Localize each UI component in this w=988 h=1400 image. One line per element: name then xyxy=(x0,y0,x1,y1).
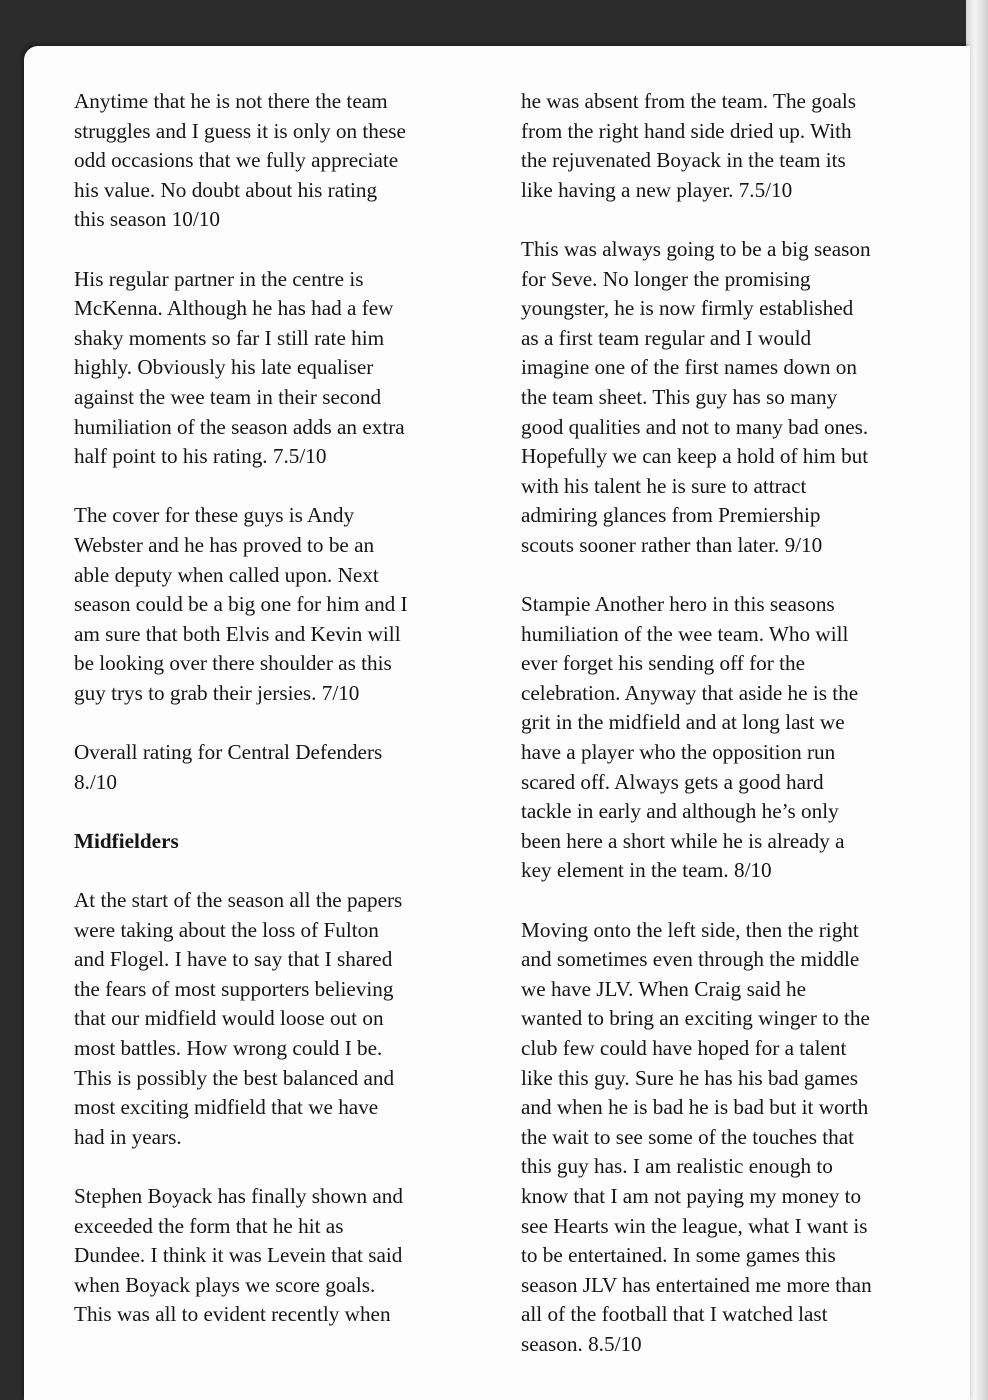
text-line: scared off. Always gets a good hard xyxy=(521,769,824,794)
text-line: this season 10/10 xyxy=(74,207,220,232)
text-line: admiring glances from Premiership xyxy=(521,503,821,528)
text-line: when Boyack plays we score goals. xyxy=(74,1272,376,1297)
text-line: this guy has. I am realistic enough to xyxy=(521,1154,833,1179)
text-line: struggles and I guess it is only on these xyxy=(74,118,406,143)
text-line: humiliation of the wee team. Who will xyxy=(521,621,849,646)
text-line: imagine one of the first names down on xyxy=(521,355,857,380)
paragraph xyxy=(74,501,504,708)
paragraph-gap xyxy=(74,235,504,265)
paragraph-gap xyxy=(521,561,951,591)
paragraph xyxy=(74,886,504,1152)
left-column xyxy=(74,87,504,1330)
text-line: Midfielders xyxy=(74,828,179,853)
text-line: with his talent he is sure to attract xyxy=(521,473,807,498)
paragraph xyxy=(74,1182,504,1330)
text-line: see Hearts win the league, what I want is xyxy=(521,1213,868,1238)
text-line: celebration. Anyway that aside he is the xyxy=(521,680,859,705)
paragraph xyxy=(74,87,504,235)
text-line: from the right hand side dried up. With xyxy=(521,118,852,143)
text-line: Stampie Another hero in this seasons xyxy=(521,592,835,617)
text-line: odd occasions that we fully appreciate xyxy=(74,148,399,173)
text-line: to be entertained. In some games this xyxy=(521,1243,836,1268)
paragraph xyxy=(521,916,951,1360)
text-line: and when he is bad he is bad but it worth xyxy=(521,1095,869,1120)
text-line: half point to his rating. 7.5/10 xyxy=(74,444,327,469)
text-line: most exciting midfield that we have xyxy=(74,1095,379,1120)
text-line: wanted to bring an exciting winger to the xyxy=(521,1006,870,1031)
text-line: the wait to see some of the touches that xyxy=(521,1124,855,1149)
paragraph xyxy=(521,87,951,205)
text-line: guy trys to grab their jersies. 7/10 xyxy=(74,680,360,705)
text-line: his value. No doubt about his rating xyxy=(74,177,378,202)
text-line: season could be a big one for him and I xyxy=(74,592,408,617)
paragraph-gap xyxy=(521,205,951,235)
text-line: against the wee team in their second xyxy=(74,384,382,409)
text-line: that our midfield would loose out on xyxy=(74,1006,384,1031)
text-line: like having a new player. 7.5/10 xyxy=(521,177,793,202)
section-heading xyxy=(74,827,504,857)
text-line: know that I am not paying my money to xyxy=(521,1183,862,1208)
text-line: At the start of the season all the papers xyxy=(74,888,403,913)
text-line: and Flogel. I have to say that I shared xyxy=(74,947,393,972)
paragraph-gap xyxy=(74,1152,504,1182)
text-line: were taking about the loss of Fulton xyxy=(74,917,379,942)
text-line: shaky moments so far I still rate him xyxy=(74,325,385,350)
text-line: as a first team regular and I would xyxy=(521,325,812,350)
text-line: exceeded the form that he hit as xyxy=(74,1213,344,1238)
text-line: This was always going to be a big season xyxy=(521,236,871,261)
paragraph-gap xyxy=(74,856,504,886)
text-line: Anytime that he is not there the team xyxy=(74,89,388,113)
text-line: ever forget his sending off for the xyxy=(521,651,805,676)
text-line: have a player who the opposition run xyxy=(521,740,836,765)
text-line: youngster, he is now firmly established xyxy=(521,296,854,321)
text-line: Overall rating for Central Defenders xyxy=(74,740,383,765)
text-line: McKenna. Although he has had a few xyxy=(74,296,394,321)
document-page xyxy=(24,46,970,1400)
text-line: scouts sooner rather than later. 9/10 xyxy=(521,532,823,557)
paragraph xyxy=(74,265,504,472)
text-line: 8./10 xyxy=(74,769,117,794)
text-line: Webster and he has proved to be an xyxy=(74,532,375,557)
paragraph-gap xyxy=(74,708,504,738)
text-line: The cover for these guys is Andy xyxy=(74,503,355,528)
text-line: be looking over there shoulder as this xyxy=(74,651,392,676)
text-line: This is possibly the best balanced and xyxy=(74,1065,395,1090)
text-line: most battles. How wrong could I be. xyxy=(74,1036,383,1060)
text-line: able deputy when called upon. Next xyxy=(74,562,379,587)
paragraph-gap xyxy=(521,886,951,916)
text-line: humiliation of the season adds an extra xyxy=(74,414,405,439)
text-line: This was all to evident recently when xyxy=(74,1302,391,1327)
text-line: season. 8.5/10 xyxy=(521,1331,642,1356)
text-line: the team sheet. This guy has so many xyxy=(521,384,838,409)
text-line: Moving onto the left side, then the right xyxy=(521,917,859,942)
text-line: Dundee. I think it was Levein that said xyxy=(74,1243,403,1268)
right-column xyxy=(521,87,951,1360)
text-line: highly. Obviously his late equaliser xyxy=(74,355,374,380)
text-line: for Seve. No longer the promising xyxy=(521,266,811,291)
text-line: he was absent from the team. The goals xyxy=(521,89,856,113)
text-line: all of the football that I watched last xyxy=(521,1302,828,1327)
text-line: tackle in early and although he’s only xyxy=(521,799,839,824)
text-line: Stephen Boyack has finally shown and xyxy=(74,1183,403,1208)
text-line: the rejuvenated Boyack in the team its xyxy=(521,148,846,173)
text-line: club few could have hoped for a talent xyxy=(521,1036,847,1060)
paragraph xyxy=(74,738,504,797)
paragraph-gap xyxy=(74,797,504,827)
text-line: been here a short while he is already a xyxy=(521,828,845,853)
text-line: like this guy. Sure he has his bad games xyxy=(521,1065,858,1090)
text-line: His regular partner in the centre is xyxy=(74,266,364,291)
text-line: and sometimes even through the middle xyxy=(521,947,860,972)
paragraph-gap xyxy=(74,472,504,502)
text-line: season JLV has entertained me more than xyxy=(521,1272,872,1297)
text-line: we have JLV. When Craig said he xyxy=(521,976,806,1001)
text-line: am sure that both Elvis and Kevin will xyxy=(74,621,401,646)
paragraph xyxy=(521,590,951,886)
text-line: good qualities and not to many bad ones. xyxy=(521,414,869,439)
paragraph xyxy=(521,235,951,561)
text-line: grit in the midfield and at long last we xyxy=(521,710,845,735)
text-line: the fears of most supporters believing xyxy=(74,976,394,1001)
text-line: Hopefully we can keep a hold of him but xyxy=(521,444,869,469)
text-line: had in years. xyxy=(74,1124,182,1149)
text-line: key element in the team. 8/10 xyxy=(521,858,772,883)
